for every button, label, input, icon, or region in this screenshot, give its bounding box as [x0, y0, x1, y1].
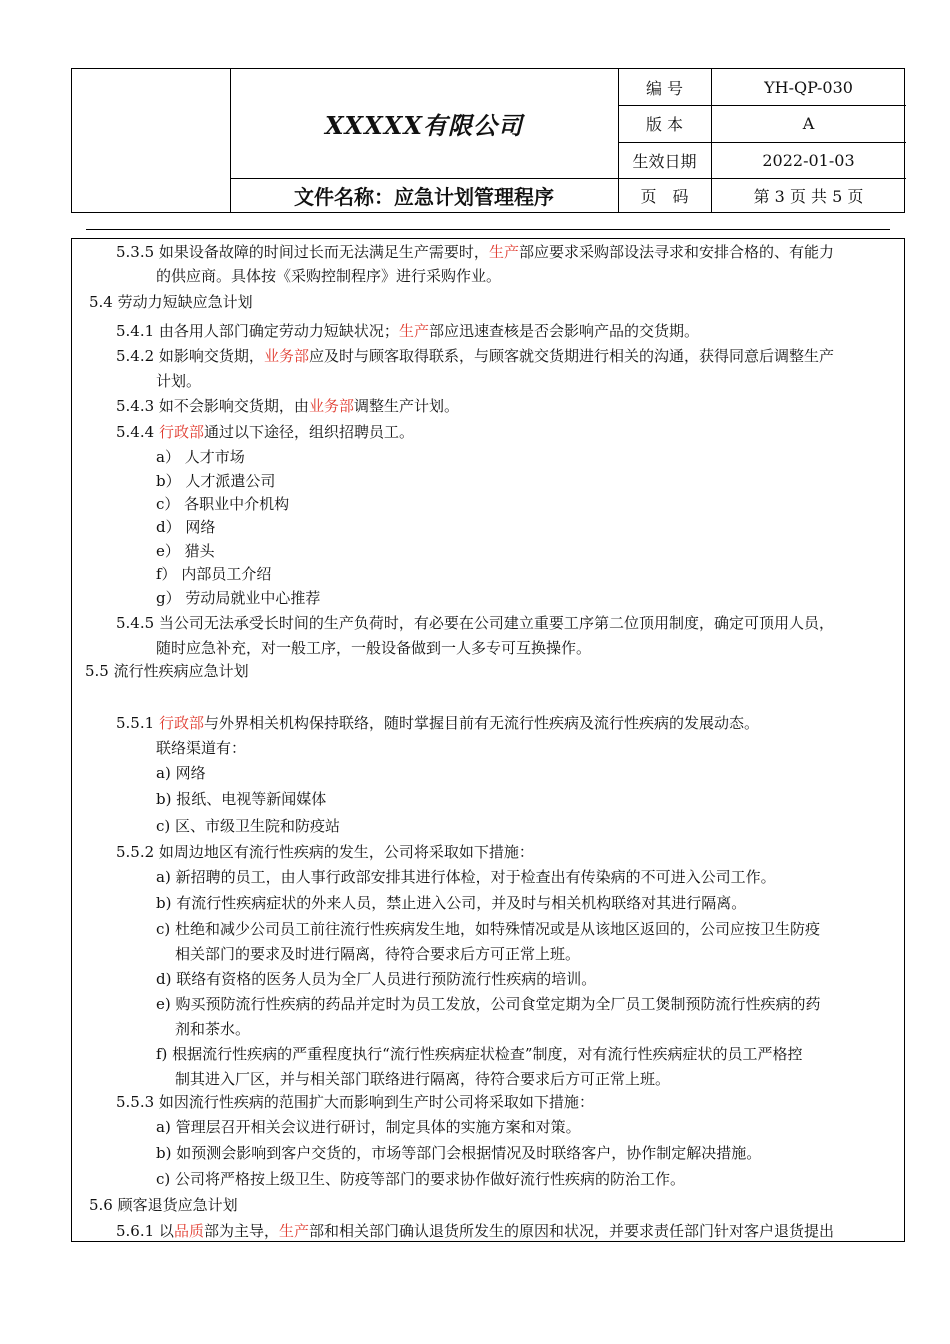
text-run: 5.3.5 如果设备故障的时间过长而无法满足生产需要时， — [116, 243, 489, 261]
text-run: e) 购买预防流行性疾病的药品并定时为员工发放，公司食堂定期为全厂员工煲制预防流行性疾病的药 — [156, 995, 821, 1013]
department-highlight: 生产 — [278, 1222, 309, 1240]
text-line — [116, 1092, 594, 1112]
text-line — [116, 321, 699, 341]
text-line — [175, 1069, 670, 1089]
text-run: 调整生产计划。 — [353, 397, 459, 415]
text-line — [156, 919, 820, 939]
text-line — [116, 242, 834, 262]
effective-date-value: 2022-01-03 — [762, 150, 855, 170]
text-run: 5.6 顾客退货应急计划 — [89, 1196, 238, 1214]
text-run: f) 根据流行性疾病的严重程度执行“流行性疾病症状检查”制度，对有流行性疾病症状的员工严格控 — [156, 1045, 803, 1063]
text-run: a) 新招聘的员工，由人事行政部安排其进行体检，对于检查出有传染病的不可进入公司工作。 — [156, 868, 776, 886]
text-line — [116, 1221, 834, 1241]
text-run: c) 公司将严格按上级卫生、防疫等部门的要求协作做好流行性疾病的防治工作。 — [156, 1170, 686, 1188]
text-run: a) 管理层召开相关会议进行研讨，制定具体的实施方案和对策。 — [156, 1118, 581, 1136]
text-run: 5.4.5 当公司无法承受长时间的生产负荷时，有必要在公司建立重要工序第二位顶用制度，确定可顶用人员， — [116, 614, 834, 632]
text-run: 部应迅速查核是否会影响产品的交货期。 — [428, 322, 699, 340]
text-line — [116, 422, 414, 442]
effective-date-label: 生效日期 — [632, 151, 697, 171]
text-run: 5.5 流行性疾病应急计划 — [85, 662, 249, 680]
doc-number-label: 编 号 — [645, 78, 684, 98]
text-line — [89, 1195, 238, 1215]
text-line — [156, 994, 821, 1014]
department-highlight: 行政部 — [158, 423, 204, 441]
text-run: a) 网络 — [156, 764, 206, 782]
header-divider — [86, 229, 890, 230]
text-line — [156, 588, 320, 608]
text-line — [175, 1019, 250, 1039]
text-run: b) 报纸、电视等新闻媒体 — [156, 790, 327, 808]
text-run: 5.5.1 — [116, 714, 159, 732]
text-line — [156, 494, 289, 514]
text-line — [156, 969, 596, 989]
text-run: 5.5.3 如因流行性疾病的范围扩大而影响到生产时公司将采取如下措施： — [116, 1093, 594, 1111]
text-line — [156, 638, 591, 658]
text-run: e） 猎头 — [156, 542, 215, 560]
text-run: 部为主导， — [203, 1222, 279, 1240]
text-line — [175, 944, 580, 964]
text-run: 部应要求采购部设法寻求和安排合格的、有能力 — [518, 243, 834, 261]
text-run: 部和相关部门确认退货所发生的原因和状况，并要求责任部门针对客户退货提出 — [308, 1222, 834, 1240]
document-title: 文件名称：应急计划管理程序 — [294, 184, 554, 209]
text-run: g） 劳动局就业中心推荐 — [156, 589, 321, 607]
text-run: a） 人才市场 — [156, 448, 245, 466]
text-run: 5.4.3 如不会影响交货期，由 — [116, 397, 309, 415]
text-line — [156, 763, 206, 783]
page-value: 第 3 页 共 5 页 — [753, 186, 864, 206]
text-line — [156, 447, 245, 467]
text-run: 5.4.4 — [116, 423, 159, 441]
department-highlight: 业务部 — [263, 347, 309, 365]
text-line — [116, 713, 759, 733]
text-run: 计划。 — [156, 372, 202, 390]
text-line — [116, 396, 459, 416]
department-highlight: 生产 — [488, 243, 519, 261]
text-line — [116, 842, 534, 862]
page-label: 页 码 — [640, 186, 689, 206]
text-line — [156, 471, 275, 491]
text-line — [116, 613, 834, 633]
text-run: 5.4 劳动力短缺应急计划 — [89, 293, 253, 311]
text-run: f） 内部员工介绍 — [156, 565, 272, 583]
company-name: XXXXX有限公司 — [324, 111, 524, 140]
text-line — [156, 867, 776, 887]
text-line — [156, 564, 271, 584]
text-run: 5.4.1 由各用人部门确定劳动力短缺状况； — [116, 322, 399, 340]
text-run: c） 各职业中介机构 — [156, 495, 290, 513]
text-line — [156, 738, 246, 758]
department-highlight: 行政部 — [158, 714, 204, 732]
text-run: 应及时与顾客取得联系，与顾客就交货期进行相关的沟通，获得同意后调整生产 — [308, 347, 834, 365]
document-header — [71, 68, 905, 213]
text-run: 制其进入厂区，并与相关部门联络进行隔离，待符合要求后方可正常上班。 — [175, 1070, 671, 1088]
text-line — [156, 371, 201, 391]
text-line — [156, 1044, 803, 1064]
text-run: d） 网络 — [156, 518, 216, 536]
text-line — [156, 816, 340, 836]
text-run: c) 区、市级卫生院和防疫站 — [156, 817, 341, 835]
text-line — [156, 893, 746, 913]
text-run: 5.5.2 如周边地区有流行性疾病的发生，公司将采取如下措施： — [116, 843, 534, 861]
text-run: 的供应商。具体按《采购控制程序》进行采购作业。 — [156, 267, 502, 285]
text-run: b) 如预测会影响到客户交货的，市场等部门会根据情况及时联络客户，协作制定解决措施。 — [156, 1144, 762, 1162]
text-line — [156, 1143, 761, 1163]
department-highlight: 生产 — [398, 322, 429, 340]
text-line — [156, 266, 501, 286]
text-run: 联络渠道有： — [156, 739, 247, 757]
version-label: 版 本 — [645, 115, 684, 134]
text-line — [116, 346, 834, 366]
text-run: 相关部门的要求及时进行隔离，待符合要求后方可正常上班。 — [175, 945, 581, 963]
text-run: 剂和茶水。 — [175, 1020, 251, 1038]
text-run: b） 人才派遣公司 — [156, 472, 276, 490]
doc-number-value: YH-QP-030 — [764, 77, 853, 97]
text-run: d) 联络有资格的医务人员为全厂人员进行预防流行性疾病的培训。 — [156, 970, 597, 988]
text-run: 随时应急补充，对一般工序，一般设备做到一人多专可互换操作。 — [156, 639, 592, 657]
text-run: 5.4.2 如影响交货期， — [116, 347, 264, 365]
department-highlight: 品质 — [173, 1222, 204, 1240]
text-run: b) 有流行性疾病症状的外来人员，禁止进入公司，并及时与相关机构联络对其进行隔离。 — [156, 894, 747, 912]
text-run: 5.6.1 以 — [116, 1222, 174, 1240]
text-line — [156, 1169, 685, 1189]
document-body — [71, 238, 905, 1242]
text-run: 通过以下途径，组织招聘员工。 — [203, 423, 414, 441]
text-line — [156, 1117, 581, 1137]
version-value: A — [802, 114, 815, 133]
text-line — [156, 541, 215, 561]
text-line — [156, 517, 215, 537]
text-run: c) 杜绝和减少公司员工前往流行性疾病发生地，如特殊情况或是从该地区返回的，公司应按卫生防疫 — [156, 920, 821, 938]
text-line — [89, 292, 253, 312]
text-line — [85, 661, 249, 681]
text-run: 与外界相关机构保持联络，随时掌握目前有无流行性疾病及流行性疾病的发展动态。 — [203, 714, 759, 732]
text-line — [156, 789, 326, 809]
department-highlight: 业务部 — [308, 397, 354, 415]
